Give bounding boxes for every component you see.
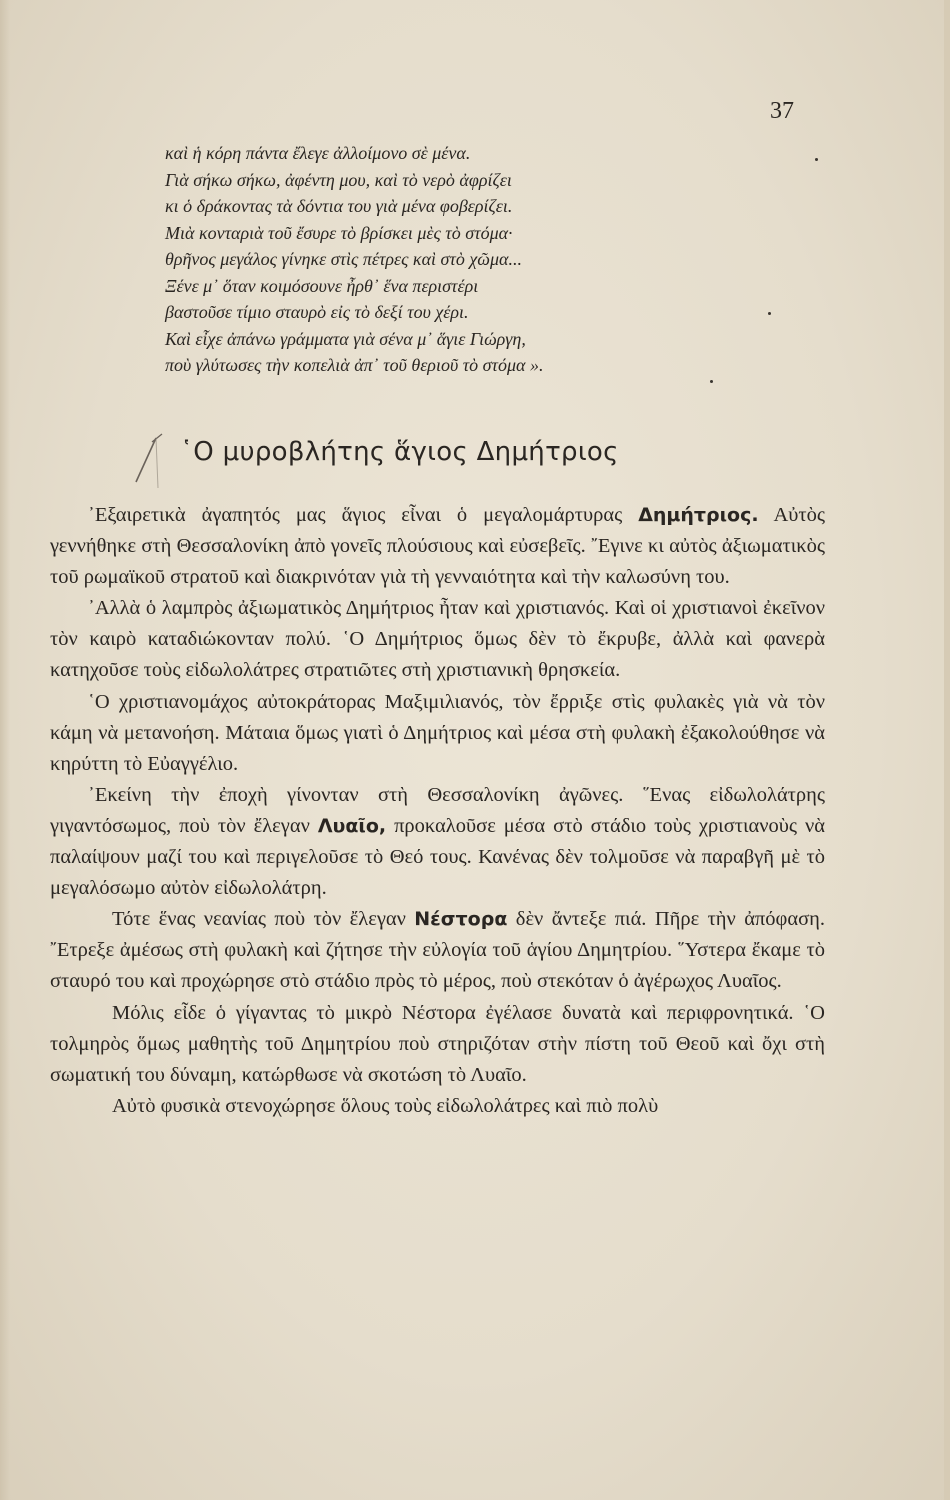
bold-name-lyaios: Λυαῖο, [317, 814, 387, 837]
poem-line: θρῆνος μεγάλος γίνηκε στὶς πέτρες καὶ στὸ χῶμα... [165, 249, 522, 269]
paragraph: ᾿Αλλὰ ὁ λαμπρὸς ἀξιωματικὸς Δημήτριος ἦταν καὶ χριστιανός. Καὶ οἱ χριστιανοὶ ἐκεῖνον τὸν καιρὸ καταδιώκονταν πολύ. ῾Ο Δημήτριος ὅμως δὲν τὸ ἔκρυβε, ἀλλὰ καὶ φανερὰ κατηχοῦσε τοὺς εἰδωλολάτρες στρατιῶτες στὴ χριστιανικὴ θρησκεία. [50, 597, 825, 682]
paragraph: ῾Ο χριστιανομάχος αὐτοκράτορας Μαξιμιλιανός, τὸν ἔρριξε στὶς φυλακὲς γιὰ νὰ τὸν κάμη νὰ μετανοήση. Μάταια ὅμως γιατὶ ὁ Δημήτριος καὶ μέσα στὴ φυλακὴ ἐξακολούθησε νὰ κηρύττη τὸ Εὐαγγέλιο. [50, 690, 825, 775]
paragraph-text: ᾿Εξαιρετικὰ ἀγαπητός μας ἅγιος εἶναι ὁ μεγαλομάρτυρας [88, 504, 623, 526]
poem-line: ποὺ γλύτωσες τὴν κοπελιὰ ἀπ᾿ τοῦ θεριοῦ τὸ στόμα ». [165, 355, 544, 375]
paragraph-text: ᾿Εκείνη τὴν ἐποχὴ γίνονταν στὴ Θεσσαλονίκη ἀγῶνες. ῞Ενας εἰδωλολάτρης γιγαντόσωμος, ποὺ τὸν ἔλεγαν [50, 783, 825, 837]
paragraph-text: προκαλοῦσε μέσα στὸ στάδιο τοὺς χριστιανοὺς νὰ παλαίψουν μαζί του καὶ περιγελοῦσε τὸ Θεό τους. Κανένας δὲν τολμοῦσε νὰ παραβγῆ μὲ τὸ μεγαλόσωμο αὐτὸν εἰδωλολάτρη. [50, 814, 826, 900]
paragraph-text: δὲν ἄντεξε πιά. Πῆρε τὴν ἀπόφαση. ῎Ετρεξε ἀμέσως στὴ φυλακὴ καὶ ζήτησε τὴν εὐλογία τοῦ ἁγίου Δημητρίου. ῞Υστερα ἔκαμε τὸ σταυρό του καὶ προχώρησε στὸ στάδιο πρὸς τὸ μέρος, ποὺ στεκόταν ὁ ἀγέρωχος Λυαῖος. [50, 908, 825, 993]
bold-name-nestor: Νέστορα [414, 908, 508, 931]
paragraph [50, 780, 825, 904]
bold-name-demetrios: Δημήτριος. [638, 504, 759, 526]
poem-line: Γιὰ σήκω σήκω, ἀφέντη μου, καὶ τὸ νερὸ ἀφρίζει [165, 169, 512, 190]
paragraph-text: Τότε ἕνας νεανίας ποὺ τὸν ἔλεγαν [112, 908, 406, 931]
paper-speck [710, 380, 713, 383]
paper-speck [815, 158, 818, 161]
paragraph [50, 904, 825, 997]
paper-speck [768, 312, 771, 315]
page-left-edge [0, 0, 10, 1500]
poem-line: Ξένε μ᾿ ὅταν κοιμόσουνε ἦρθ᾿ ἕνα περιστέρι [165, 275, 479, 296]
poem-line: Καὶ εἶχε ἀπάνω γράμματα γιὰ σένα μ᾿ ἅγιε Γιώργη, [165, 328, 526, 349]
paragraph: Μόλις εἶδε ὁ γίγαντας τὸ μικρὸ Νέστορα ἐγέλασε δυνατὰ καὶ περιφρονητικά. ῾Ο τολμηρὸς ὅμως μαθητὴς τοῦ Δημητρίου ποὺ στηριζόταν στὴν πίστη τοῦ Θεοῦ καὶ ὄχι στὴ σωματική του δύναμη, κατώρθωσε νὰ σκοτώση τὸ Λυαῖο. [50, 1001, 825, 1086]
section-heading: ῾Ο μυροβλήτης ἅγιος Δημήτριος [180, 437, 619, 467]
page-right-edge [944, 0, 950, 1500]
poem-block [165, 140, 725, 379]
poem-line: Μιὰ κονταριὰ τοῦ ἔσυρε τὸ βρίσκει μὲς τὸ στόμα· [165, 222, 513, 243]
paragraph: Αὐτὸ φυσικὰ στενοχώρησε ὅλους τοὺς εἰδωλολάτρες καὶ πιὸ πολὺ [112, 1094, 659, 1117]
paragraph-text: Αὐτὸς γεννήθηκε στὴ Θεσσαλονίκη ἀπὸ γονεῖς πλούσιους καὶ εὐσεβεῖς. ῎Εγινε κι αὐτὸς ἀξιωματικὸς τοῦ ρωμαϊκοῦ στρατοῦ καὶ διακρινόταν γιὰ τὴ γενναιότητα καὶ τὴν καλωσύνη του. [50, 504, 826, 589]
handwritten-check-mark [132, 430, 172, 490]
poem-line: κι ὁ δράκοντας τὰ δόντια του γιὰ μένα φοβερίζει. [165, 196, 513, 216]
paragraph [50, 500, 825, 593]
article-body [50, 500, 825, 1122]
poem-line: καὶ ἡ κόρη πάντα ἔλεγε ἀλλοίμονο σὲ μένα. [165, 143, 471, 163]
poem-line: βαστοῦσε τίμιο σταυρὸ εἰς τὸ δεξί του χέρι. [165, 302, 469, 322]
page-number: 37 [770, 98, 794, 124]
